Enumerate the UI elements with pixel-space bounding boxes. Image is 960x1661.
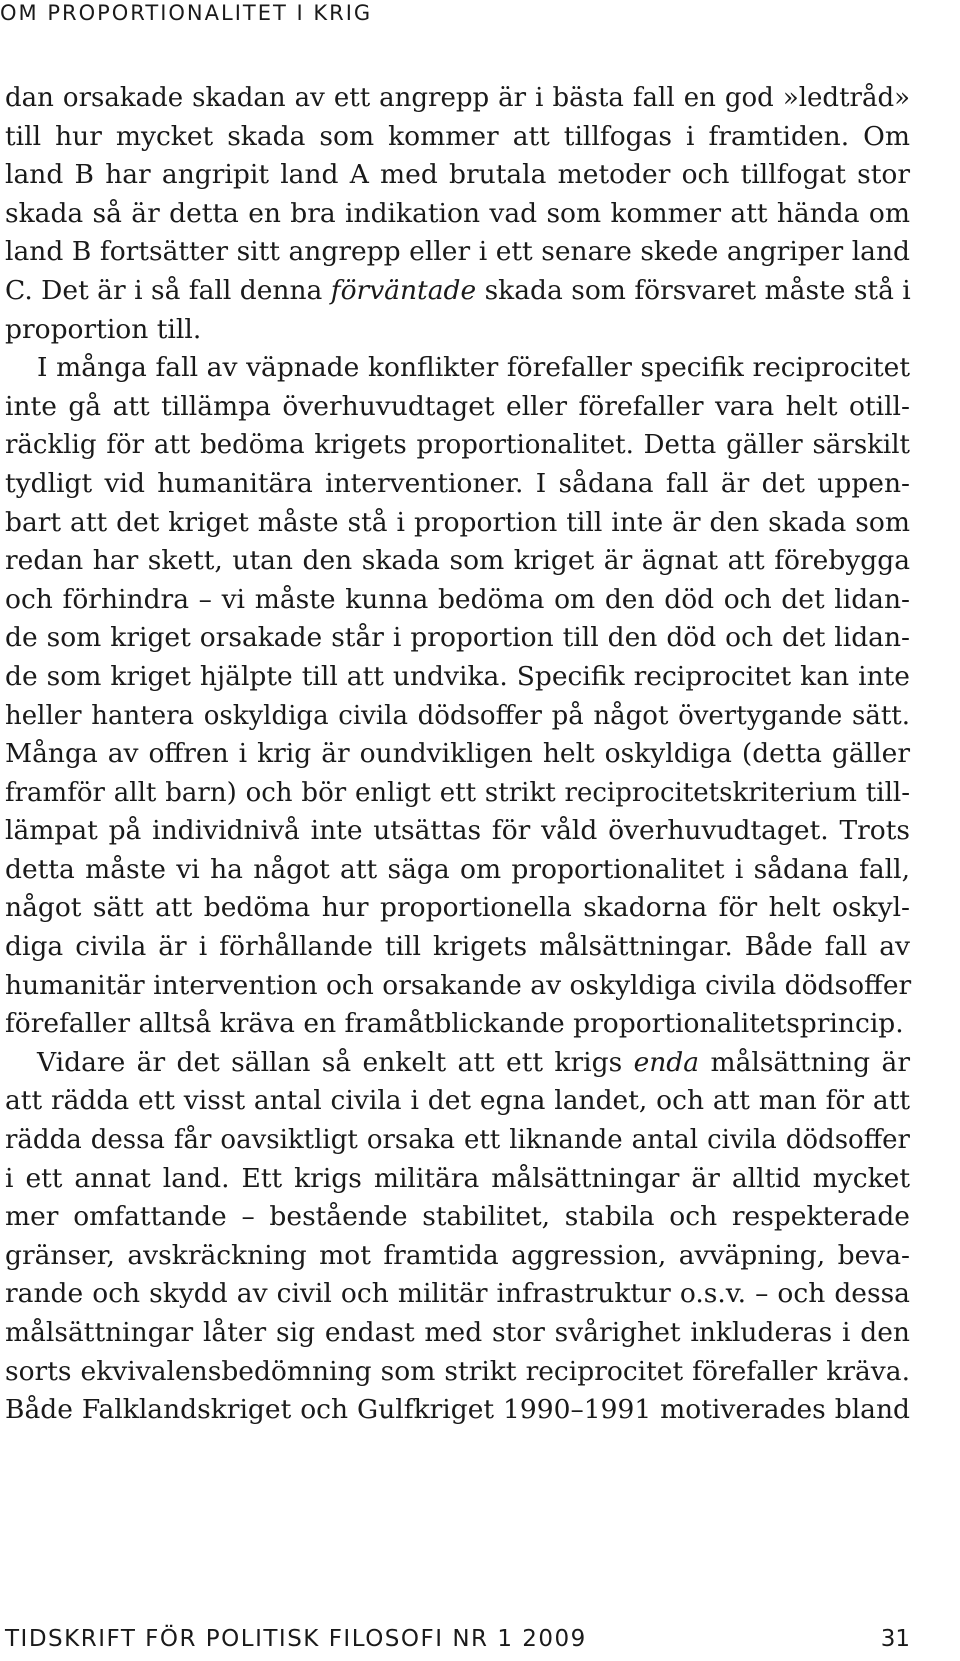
text-line: Många av offren i krig är oundvikligen helt oskyldiga (detta gäller xyxy=(5,738,910,770)
text-run: Vidare är det sällan så enkelt att ett krigs xyxy=(37,1046,634,1078)
text-line: land B fortsätter sitt angrepp eller i ett senare skede angriper land xyxy=(5,236,910,268)
text-line: skada så är detta en bra indikation vad som kommer att hända om xyxy=(5,197,910,229)
text-line: framför allt barn) och bör enligt ett strikt reciprocitetskriterium till- xyxy=(5,777,910,808)
text-line: målsättningar låter sig endast med stor svårighet inkluderas i den xyxy=(5,1317,910,1348)
text-line: något sätt att bedöma hur proportionella skadorna för helt oskyl- xyxy=(5,892,910,924)
text-line: redan har skett, utan den skada som kriget är ägnat att förebygga xyxy=(5,545,910,577)
text-line: heller hantera oskyldiga civila dödsoffer på något övertygande sätt. xyxy=(5,700,910,731)
text-line: bart att det kriget måste stå i proportion till inte är den skada som xyxy=(5,506,910,538)
running-footer xyxy=(5,1624,910,1654)
text-line: rädda dessa får oavsiktligt orsaka ett liknande antal civila dödsoffer xyxy=(5,1125,910,1156)
emphasis: enda xyxy=(633,1046,700,1078)
text-line: förefaller alltså kräva en framåtblickande proportionalitetsprincip. xyxy=(5,1008,904,1040)
text-line: tydligt vid humanitära interventioner. I sådana fall är det uppen- xyxy=(5,467,910,499)
text-line: humanitär intervention och orsakande av oskyldiga civila dödsoffer xyxy=(5,969,912,1001)
text-line: Både Falklandskriget och Gulfkriget 1990–1991 motiverades bland xyxy=(5,1394,910,1426)
text-line: proportion till. xyxy=(5,313,202,345)
body-text xyxy=(5,79,910,1430)
text-line: de som kriget hjälpte till att undvika. Specifik reciprocitet kan inte xyxy=(5,660,910,692)
text-line: rande och skydd av civil och militär infrastruktur o.s.v. – och dessa xyxy=(5,1278,910,1310)
text-line: inte gå att tillämpa överhuvudtaget eller förefaller vara helt otill- xyxy=(5,390,910,422)
text-line: till hur mycket skada som kommer att tillfogas i framtiden. Om xyxy=(5,120,910,152)
text-line: detta måste vi ha något att säga om proportionalitet i sådana fall, xyxy=(5,853,910,885)
text-line: att rädda ett visst antal civila i det egna landet, och att man för att xyxy=(5,1085,910,1117)
text-line: i ett annat land. Ett krigs militära målsättningar är alltid mycket xyxy=(5,1162,910,1194)
text-line: I många fall av väpnade konflikter förefaller specifik reciprocitet xyxy=(37,352,910,384)
text-line: gränser, avskräckning mot framtida aggression, avväpning, beva- xyxy=(5,1239,910,1271)
text-line xyxy=(5,272,910,311)
text-run: skada som försvaret måste stå i xyxy=(476,274,911,306)
text-line: mer omfattande – bestående stabilitet, stabila och respekterade xyxy=(5,1201,910,1233)
journal-title: TIDSKRIFT FÖR POLITISK FILOSOFI NR 1 2009 xyxy=(5,1626,587,1652)
text-line: de som kriget orsakade står i proportion till den död och det lidan- xyxy=(5,622,910,654)
text-line: räcklig för att bedöma krigets proportionalitet. Detta gäller särskilt xyxy=(5,430,910,461)
running-header: OM PROPORTIONALITET I KRIG xyxy=(0,1,373,25)
text-line: land B har angripit land A med brutala metoder och tillfogat stor xyxy=(5,159,910,191)
text-line xyxy=(5,1044,910,1083)
text-line: dan orsakade skadan av ett angrepp är i bästa fall en god »ledtråd» xyxy=(5,83,910,113)
text-line: och förhindra – vi måste kunna bedöma om den död och det lidan- xyxy=(5,583,910,615)
text-run: C. Det är i så fall denna xyxy=(5,274,331,306)
text-run: målsättning är xyxy=(699,1046,910,1078)
text-line: sorts ekvivalensbedömning som strikt reciprocitet förefaller kräva. xyxy=(5,1355,910,1387)
text-line: lämpat på individnivå inte utsättas för våld överhuvudtaget. Trots xyxy=(5,815,910,847)
text-line: diga civila är i förhållande till krigets målsättningar. Både fall av xyxy=(5,931,910,963)
page-number: 31 xyxy=(880,1626,910,1652)
emphasis: förväntade xyxy=(330,274,477,306)
